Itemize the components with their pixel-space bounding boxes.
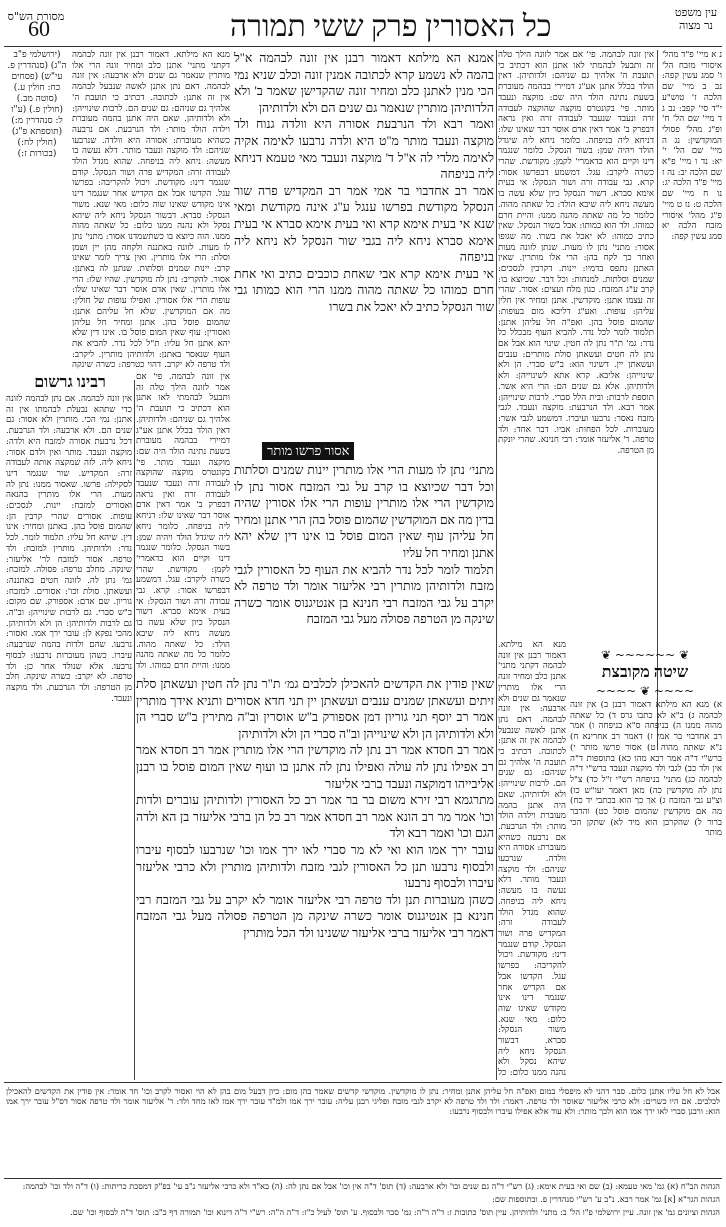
ein-mishpat-label: עין משפט נר מצוה xyxy=(674,6,718,32)
gemara-paragraph: אמנא הא מילתא דאמור רבנן אין זונה לבהמה א"ל בהמה לא נשמע קרא לכתובה אמנין זונה וכלב שניא נמי הכי מנין לאתנן כלב ומחיר זונה שהקדישן שאמר ב' ולא הלדותיהן מותרין שנאמר גם שנים הם ולא ולדותיהן xyxy=(234,51,494,115)
bottom-commentary xyxy=(6,1086,720,1176)
gemara-paragraph: מתרגמא רבי זירא משום בר בר אמר רב כל האסורין ולדותיהן עוברים ולדות וכו' אמר מר רב הונא אמר רב חסדא אמר רב כל הן ברבי אליעזר בן הא ולדה הגם וכו' ואמר רבא ולד xyxy=(136,793,494,841)
hagahot-hagra xyxy=(6,1194,720,1206)
tosafot-text-lower: מנא הא מילתא. דאמור רבנן אין זונה לבהמה דקתני מתני' אתנן כלב ומחיר זונה הרי אלו מותרין שנאמר גם שנים ולא ארבעה: אין זונה לבהמה. דאם נתן אתנן לאשה שנבעל לבהמה אין זה אתנן: לכתובה. דכתיב כי תועבת ה' אלהיך גם שניהם: גם שנים הם. לרבות שינוייהן: ולא ולדותיהן. שאם היה אתנן בהמה מעוברת וילדה הולד מותר: ולד הנרבעת. אם נרבעה כשהיא מעוברת: אסורה היא וולדה. שנרבעו שניהם: ולד מוקצה ונעבד מותר. דלא נעשה בו מעשה: ניחא ליה בניפחה. שהוא מגדל הולד לעבודה זרה: המקדיש פרה ושור הנסקל. קודם שנגמר דינו: מקודשת. ויכול להקריבה: בפרשו עגל. הקדשו אבל אם הקדיש אחר שנגמר דינו אינו מקודש שאינו שוה כלום: מאי שנא. משור הנסקל: סברא. דבשור הנסקל ניחא ליה שיהא נסקל ולא נהנה ממנו כלום: כל xyxy=(498,640,566,1079)
gemara-paragraph: כשהן מעוברות תנן ולד טרפה רבי אליעזר אומר לא יקרב על גבי המזבח רבי חנינא בן אנטיגנוס אומר כשרה שינקה מן הטרפה פסולה מעל גבי המזבח דאמר רבי אליעזר ברבי אליעזר ששנינו ולד הכל מותרין xyxy=(136,892,494,940)
rashi-column xyxy=(72,50,230,370)
gemara-paragraph: מתני׳ נתן לו מעות הרי אלו מותרין יינות שמנים וסלתות וכל דבר שכיוצא בו קרב על גבי המזבח אסור נתן לו מוקדשין הרי אלו מותרין עופות הרי אלו אסורין שהיה בדין מה אם המוקדשין שהמום פוסל בהן הרי אתנן ומחיר חל עליהן עוף שאין המום פוסל בו אינו דין שלא יהא אתנן ומחיר חל עליו xyxy=(234,463,494,560)
shita-mekubetzet-heading: שיטה מקובצת xyxy=(601,664,689,681)
rashi-text-lower: אין זונה לבהמה. פי' אם אמר לזונה הילך טלה זה ותבעל לבהמתי לאו אתנן הוא דכתיב כי תועבת ה' אלהיך גם שניהם: ולדותיהן. דאין הולד בכלל אתנן אע"ג דמיירי בבהמה מעוברת בשעת נתינה הולד היה שם: מוקצה ונעבד מותר. פי' בקונטרס מוקצה שהוקצה לעבודה זרה ונעבד שנעבד לעבודה זרה ואין נראה דבפרק ב' אמר דאין אדם אוסר דבר שאינו שלו: דניחא ליה בניפחה. כלומר ניחא ליה שיגדל הולד ויהיה שמן: בשור הנסקל. כלומר שנגמר דינו וקיים הוא כדאמרי' לקמן: מקודשת. שהרי כשרה ליקרב: עגל. דמשמע דבפרשו אסור: קרא. גבי עבודה זרה ושור הנסקל: אי בעית אימא סברא. דשור הנסקל כיון שלא עשה בו מעשה ניחא ליה שיבא הולד: כל שאתה מהוה. כלומר כל מה שאתה מהנה ממנו: והיית חרם כמוהו. ולד xyxy=(136,372,230,671)
notes-rule xyxy=(4,1178,722,1179)
divider-right xyxy=(496,50,497,1080)
gemara-paragraph: אמר רב חסדא אמר רב נתן לה מוקדשין הרי אלו מותרין אמר רב חסדא אמר רב אפילו נתן לה עולה ואפילו נתן לה אתנן בו ועוף שאין המום פוסל בו רבנן אליבייהו דמוקצה ונעבד ברבי אליעזר xyxy=(136,743,494,791)
left-margin-text: (ירושלמי פ"ב ה"ג) (סנהדרין פ. עי"ש) (פסחים כח: חולין ע.) (סוטה מב.) (חולין פ.) (ע"ז ל: סנהדרין מ:) (תוספתא פ"ג) (חולין לח:) (בכורות ז:) xyxy=(7,50,67,159)
divider-ein-mishpat xyxy=(657,50,658,750)
bottom-rule xyxy=(4,1082,722,1083)
ornament-top: ❦ ~~~~~~ ❦ xyxy=(600,648,690,662)
ein-mishpat-text: נ א מיי' פ"ד מהל' איסורי מזבח הל' ו' סמג עשין קפה: נב ב מיי' שם הלכה ז' טוש"ע י"ד סי' קפב: נב ג ד מיי' שם הל' ח' ופ"ג מהל' פסולי המוקדשין: נג ה מיי' שם הל' י' יא: נד ו מיי' פ"א שם הלכה יב: נה ז מיי' פ"ד הלכה יג: נו ח מיי' שם הלכה ט: נז ט מיי' פ"ג מהל' איסורי מזבח הלכה יא סמג עשין קפה: xyxy=(662,50,722,242)
gemara-paragraph: אי בעית אימא קרא אבי שאחת כוכבים כתיב ואי אחת חרם כמוהו כל שאתה מהוה ממנו הרי הוא כמותו גבי שור הנסקל כתיב לא יאכל את בשרו xyxy=(234,266,494,314)
gemara-paragraph: אמר רב אחדבוי בר אמי אמר רב המקדיש פרה שור הנסקל מקודשת בפרשו ענגל ע"ג אינה מקודשת ומאי שנא אי בעית אימא קרא ואי בעית אימא סברא אי בעית אימא סברא ניחא ליה בגבי שור הנסקל לא ניחא ליה בניפחה xyxy=(234,183,494,265)
gemara-paragraph: שאין פודין את הקדשים להאכילן לכלבים גמ׳ ת"ר נתן לה חטין ועשאתן סלת זיתים ועשאתן שמנים ענבים ועשאתן יין תני חדא אסורים ותניא אידך מותרין אמר רב יוסף תני גוריון דמן אספורק ב"ש אוסרין וב"ה מתירין ב"ש סברי הן ולא ולדותיהן הן ולא שינוייהן וב"ה סברי הן ולא ולדותיהן xyxy=(136,677,494,741)
ornament-bottom: ~~~~ ❦ ~~~~ xyxy=(595,684,695,698)
page-title: כל האסורין פרק ששי תמורה xyxy=(230,10,552,43)
rabbeinu-gershom-text: אין זונה לבהמה. אם נתן לבהמה לזונה כדי שתהא נבעלת לבהמתו אין זה אתנן: נמי הכי. מותרין ולא אסור: גם שנים הם. ולא ארבעה: ולד הנרבעת. דכל נרבעת אסורה למזבח היא ולדה: מוקצה ונעבד. מותר ואין ולדם אסור: ניחא ליה. לזה שמקצה אותה לעבודה זרה: המקדיש. שור שנגמר דינו לסקילה: פרשו. שאסור ממנו: נתן לה מעות. הרי אלו מותרין בהנאה ואסורים למזבח: יינות. לנסכים: עופות. אסורים שהרי קרבין הן: שהמום פוסל בהן. באתנן ומחיר: אינו דין. שיהא חל עליו: תלמוד לומר. לכל נדר: ולדותיהן. מותרין למזבח: ולד טרפה. אסור למזבח לר' אליעזר: שינקה. מחלב טרפה: פסולה. למזבח: גמ' נתן לה. לזונה חטים באתננה: ועשאתן. סולת וכו': אסורים. למזבח: גוריון. שם אדם: אספורק. שם מקום: ב"ש סברי. גם לרבות שינוייהן: וב"ה. גם לרבות ולדותיהן: הן ולא ולדותיהן. מהכי נפקא לן: עובר ירך אמו. ואסור: נרבעו. שהם ולדות בהמה שנרבעה: עיברו. כשהן מעוברות נרבעו: לבסוף נרבעו. אלא שנולד אחר כן: ולד טרפה. לא יקרב: כשרה שינקה. חלב מן הטרפה: ולד הנרבעת. ולד מוקצה ונעבד. xyxy=(6,394,132,704)
tosafot-column-lower xyxy=(498,640,566,1080)
hagahot-hagra-text: הגהות הגר"א [א] גמ' אמר רבא. נ"ב ע' רש"י סנהדרין פ. ובתוספות שם: xyxy=(492,1194,720,1204)
rashi-column-lower xyxy=(136,372,230,672)
shita-mekubetzet-text: א) מנא הא מילתא דאמור רבנן ב) אין זונה לבהמה ג) ב"א לא כתבו גרס ד) כל שאתה מהוה ממנו ה) בניפחה ס"א בניפחה ו) אמר רב אחדבוי בר אמי ז) דאמר רב אחרינא ח) נ"א שאתה מהוה ט) אסור פרשו מותר י) ברש"י ד"ה אמר רבא מהו כא) בתוספות ד"ה אין ולד כב) לגבי ולד מוקצה ונעבד ברש"י ד"ה לבהמה כג) מתני' בניפחה רש"י ז"ל כד) צ"ל נתן לה מוקדשין כה) מאן דאמר יעו"ש כו) וצ"ע גבי המזבח ג) אך כך הוא בכתבי יד כח) מה אם מוקדשין שהמום פוסל כט) והדבר ברור ל) שהקרבן הוא מיד לא) שתקן הכי מותר xyxy=(570,700,722,839)
gemara-paragraph: תלמוד לומר לכל נדר להביא את העוף כל האסורין לגבי מזבח ולדותיהן מותרין רבי אליעזר אומר ולד טרפה לא יקרב על גבי המזבח רבי חנינא בן אנטיגנוס אומר כשרה שינקה מן הטרפה פסולה מעל גבי המזבח xyxy=(234,562,494,627)
header-rule xyxy=(4,46,722,47)
hagahot-habach xyxy=(6,1181,720,1193)
hagahot-vetziyunim-text: הגהות וציונים גמ' אין זונה. עיין ירושלמי פ"ו הל' ב: מתני' ולדותיהן. עיין תוס' כתובות ז: ד"ה ר"ה: גמ' סבר ולבסוף. ע' תוס' לעיל כ"ז: ד"ה ה"ה: רש"י ד"ה דינוא וכו' תמורה דף כ"ב: תוס' ד"ה לבסוף וכו' שם. xyxy=(70,1207,720,1217)
page-number: 60 xyxy=(28,16,50,41)
hagahot-habach-text: הגהות הב"ח (א) גמ' מאי טעמא: (ב) שם ואי בעית אימא: (ג) רש"י ד"ה גם שנים וכו' ולא ארבעה: (ד) תוס' ד"ה אין וכו' אבל אם נתן לה: (ה) בא"ד ולא כרבי אליעזר נ"ב עי' בפ"ק דמסכת כריתות: (ו) ד"ה ולד וכו' לבהמה: xyxy=(22,1181,720,1191)
left-margin-references xyxy=(6,50,68,370)
gemara-main-lower xyxy=(136,676,494,1076)
tosafot-text: אין זונה לבהמה. פי' אם אמר לזונה הילך טלה זה ותבעל לבהמתי לאו אתנן הוא דכתיב כי תועבת ה' אלהיך גם שניהם: ולדותיהן. דאין הולד בכלל אתנן אע"ג דמיירי בבהמה מעוברת בשעת נתינה הולד היה שם: מוקצה ונעבד מותר. פי' בקונטרס מוקצה שהוקצה לעבודה זרה ונעבד שנעבד לעבודה זרה ואין נראה דבפרק ב' אמר דאין אדם אוסר דבר שאינו שלו: דניחא ליה בניפחה. כלומר ניחא ליה שיגדל הולד ויהיה שמן: בשור הנסקל. כלומר שנגמר דינו וקיים הוא כדאמרי' לקמן: מקודשת. שהרי כשרה ליקרב: עגל. דמשמע דבפרשו אסור: קרא. גבי עבודה זרה ושור הנסקל: אי בעית אימא סברא. דשור הנסקל כיון שלא עשה בו מעשה ניחא ליה שיבא הולד: כל שאתה מהוה. כלומר כל מה שאתה מהנה ממנו: והיית חרם כמוהו. ולד הוא כמותו: אבל בשור הנסקל. שאין כתיב כמוהו: לא יאכל את בשרו. מה שגופו אסור: מתני' נתן לו מעות. שנתן לזונה מעות ואחר כך לקח בהן: הרי אלו מותרין. שאין האתנן נתפס בדמיו: יינות. דקרבין לנסכים: שמנים וסלתות. למנחות: וכל דבר. שכיוצא בו: קרב ע"ג המזבח. כגון מלח ועצים: אסור. שהרי זה עצמו אתנן: מוקדשין. אתנן ומחיר אין חלין עליהן: עופות. ואע"ג דליכא מום בעופות: שהמום פוסל בהן. ואפ"ה חל עליהן אתנן: תלמוד לומר לכל נדר. להביא העוף מבכלל כל נדר: גמ' ת"ר נתן לה חטין. שינוי הוא אבל אם נתן לה חטים ועשאתן סולת מותרים: ענבים ועשאתן יין. דשינוי הוא: ב"ש סברי. הן ולא שינוייהן: אליבא. קרא אתא לשינוייהן: ולא ולדותיהן. אלא גם שנים הם: הרי היא אשר. תוספת לרבות: ובית הלל סברי. לרבות שינוייהן: אמר רבא. ולד הנרבעת: מוקצה ונעבד. לגבי מזבח נאסר: נרבעו ועיברו. דמשמע לגבי אשר: מעוברות. לכל הפחות: אביו. דבר אחד: ולד טרפה. ר' אליעזר אומר: רבי חנינא. שהרי יונקת מן הטרפה. xyxy=(498,50,654,457)
rabbeinu-gershom-heading: רבינו גרשום xyxy=(34,374,106,391)
gemara-main-upper xyxy=(234,50,494,438)
ein-mishpat-column xyxy=(662,50,722,640)
masoret-hashas-label: מסורת הש"ס xyxy=(7,10,65,23)
rabbeinu-gershom-column xyxy=(6,394,132,1076)
tosafot-column xyxy=(498,50,654,640)
divider-left xyxy=(134,380,135,1080)
boxed-label: אסור פרשו מותר xyxy=(262,442,354,460)
bottom-commentary-text: אבל לא חל עליו אתנן כלום. סבר דהני לא מיפסלי במום ואפ"ה חל עליהן אתנן ומחיר: נתן לו מוקדשין. מוקדשי קדשים שאמר בהן מום: כיון דבעל מום בהן לא הוי ואסור לקרב וכו' חד אומר: אין פודין את הקדשים להאכילן לכלבים. אם היו כשרים: ולא כרבי אליעזר שאוסר ולד טרפה. דאמר: ולד ולד טרפה לא יקרב לגבי מזבח ופליגי רבנן עליה: עובר ירך אמו ולמ"ד עובר ירך אמו לאו מחד ולד: ר' אליעזר אומר ולד טרפה אסור דס"ל עובר ירך אמו הוא: ורבנן סברי לאו ירך אמו הוא ולכך מותר: ולא עוד אלא אפילו עיברו ולבסוף נרבעו: xyxy=(6,1086,720,1117)
gemara-main-middle xyxy=(234,462,494,672)
rashi-text: מנא הא מילתא. דאמור רבנן אין זונה לבהמה דקתני מתני' אתנן כלב ומחיר זונה הרי אלו מותרין שנאמר גם שנים ולא ארבעה: אין זונה לבהמה. דאם נתן אתנן לאשה שנבעל לבהמה אין זה אתנן: לכתובה. דכתיב כי תועבת ה' אלהיך גם שניהם: גם שנים הם. לרבות שינוייהן: ולא ולדותיהן. שאם היה אתנן בהמה מעוברת וילדה הולד מותר: ולד הנרבעת. אם נרבעה כשהיא מעוברת: אסורה היא וולדה. שנרבעו שניהם: ולד מוקצה ונעבד מותר. דלא נעשה בו מעשה: ניחא ליה בניפחה. שהוא מגדל הולד לעבודה זרה: המקדיש פרה ושור הנסקל. קודם שנגמר דינו: מקודשת. ויכול להקריבה: בפרשו עגל. הקדשו אבל אם הקדיש אחר שנגמר דינו אינו מקודש שאינו שוה כלום: מאי שנא. משור הנסקל: סברא. דבשור הנסקל ניחא ליה שיהא נסקל ולא נהנה ממנו כלום: כל שאתה מהוה ממנו. הוה כיוצא בו כשתשמדנו אסור: מתני' נתן לו מעות. לזונה באתננה ולקחה מהן יין ושמן וסלת: הרי אלו מותרין. ואין צריך לומר שאינו קרב: יינות שמנים וסלתות. שנתנן לה באתנן: אסור. להקריב: נתן לה מוקדשין. שהיו שלו: הרי אלו מותרין. שאין אדם אוסר דבר שאינו שלו: עופות הרי אלו אסורין. ואפילו עופות של חולין: מה אם המוקדשין. שלא חל עליהם אתנן: שהמום פוסל בהן. אתנן ומחיר חל עליהן ואסורין: עוף שאין המום פוסל בו. אינו דין שלא יהא אתנן חל עליו: ת"ל לכל נדר. להביא את העוף שנאסר באתנן: ולדותיהן מותרין. ליקרב: ולד טרפה לא יקרב. דהוי כטרפה: כשרה שינקה xyxy=(72,50,230,370)
gemara-paragraph: עובר ירך אמו הוא ואי לא מר סברי לאו ירך אמו וכו' שנרבעו לבסוף עיברו ולבסוף נרבעו תנן כל האסורין לגבי מזבח ולדותיהן מותרין ולא כרבי אליעזר עיברו ולבסוף נרבעו xyxy=(136,842,494,891)
shita-mekubetzet-column xyxy=(570,700,722,1080)
hagahot-vetziyunim xyxy=(6,1207,720,1221)
gemara-paragraph: ואמר רבא ולד הנרבעת אסורה היא וולדה גנוח ולד מוקצה ונעבד מותר מ"ט היא ולדה נרבעו לאימה אקיה לאימה מלדי לה א"ל ד' מוקצה ונעבד מאי טעמא דניחא ליה בניפחה xyxy=(234,117,494,182)
